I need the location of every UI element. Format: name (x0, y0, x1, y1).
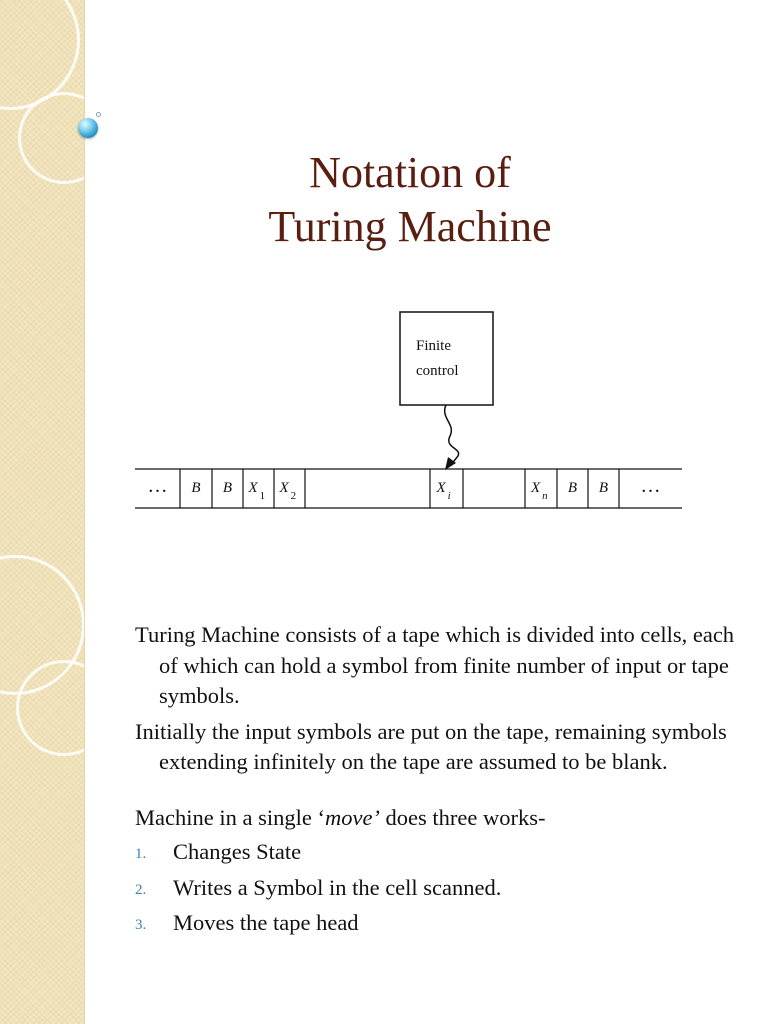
finite-control-label-1: Finite (416, 338, 452, 354)
paragraph-tape: Turing Machine consists of a tape which is divided into cells, each of which can hold a symbol from finite number of input or tape symbols. (135, 622, 735, 708)
tape-cell-symbol: X $_1$ (248, 480, 266, 502)
list-item-text: Writes a Symbol in the cell scanned. (173, 874, 502, 900)
tape-cell-symbol: X $_n$ (531, 480, 548, 502)
sidebar-divider (84, 0, 85, 1024)
head-connector (445, 405, 459, 466)
finite-control-box (400, 312, 493, 405)
paragraph-blank: Initially the input symbols are put on the tape, remaining symbols extending infinitely on the tape are assumed to be blank. (135, 718, 727, 774)
list-number: 1. (135, 846, 147, 862)
slide-body (135, 620, 745, 944)
list-number: 3. (135, 917, 147, 933)
slide-title (150, 146, 670, 254)
turing-machine-svg (120, 300, 710, 525)
move-lead-after: does three works- (379, 804, 546, 830)
move-steps-list (135, 837, 745, 939)
decorative-ball-icon (78, 118, 98, 138)
list-item-text: Moves the tape head (173, 910, 359, 935)
list-item (135, 908, 745, 939)
tape-cell-subscript: 1 (259, 490, 266, 502)
tape-cell-symbol: B (222, 480, 233, 496)
finite-control-label-2: control (416, 363, 459, 379)
tape-cell-symbol: X $_i$ (436, 480, 451, 502)
tape-cell-subscript: n (542, 490, 548, 502)
tape-cell-subscript: i (447, 490, 451, 502)
list-number: 2. (135, 881, 147, 898)
list-item (135, 873, 745, 904)
list-item-text: Changes State (173, 839, 302, 864)
tape-cell-subscript: 2 (290, 490, 297, 502)
list-item (135, 837, 745, 868)
tape-cell-symbol: B (598, 480, 609, 496)
decorative-sidebar (0, 0, 84, 1024)
tape-cell-symbol: B (191, 480, 201, 496)
tape-cells (148, 469, 661, 508)
title-line-1: Notation of (309, 148, 511, 197)
decorative-dot-icon (96, 112, 101, 117)
tape-cell-symbol: X $_2$ (279, 480, 297, 502)
title-line-2: Turing Machine (268, 202, 552, 251)
move-lead-before: Machine in a single ‘ (135, 804, 325, 830)
turing-machine-diagram (120, 300, 710, 525)
tape-cell-symbol: B (567, 480, 578, 496)
tape-cell-symbol: … (640, 475, 661, 497)
tape-head-arrow-icon (445, 457, 456, 470)
tape-cell-symbol: … (147, 475, 168, 497)
move-emphasis: move’ (324, 804, 380, 830)
move-lead (135, 803, 745, 834)
